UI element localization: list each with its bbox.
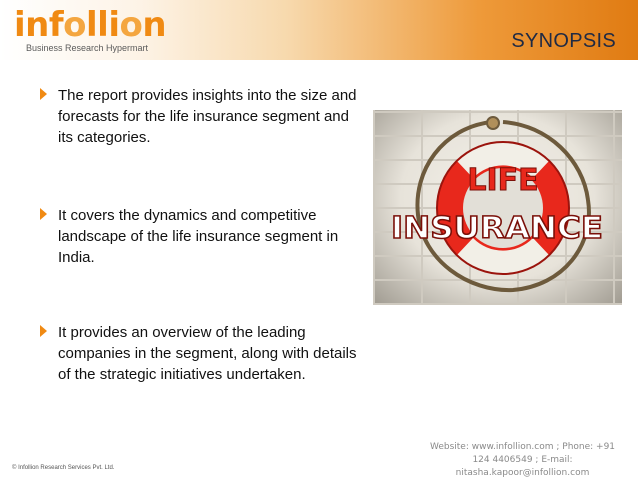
logo-wordmark: infollion [14,5,167,45]
bullet-arrow-icon [40,88,47,100]
life-ring-illustration [373,110,622,305]
image-text-life: LIFE [467,163,539,198]
image-text-insurance: INSURANCE [391,211,603,246]
bullet-text: It provides an overview of the leading companies in the segment, along with details of the strategic initiatives undertaken. [58,324,357,383]
infollion-logo [14,5,167,58]
bullet-arrow-icon [40,325,47,337]
bullet-text: The report provides insights into the size and forecasts for the life insurance segment and its categories. [58,87,357,146]
life-insurance-image [373,110,622,305]
bullet-text: It covers the dynamics and competitive landscape of the life insurance segment in India. [58,207,339,266]
hook-icon [487,117,499,129]
logo-tagline: Business Research Hypermart [26,43,149,53]
contact-info: Website: www.infollion.com ; Phone: +91 124 4406549 ; E-mail: nitasha.kapoor@infollion.com [429,442,616,478]
copyright-text: © Infollion Research Services Pvt. Ltd. [12,465,115,471]
slide-title: SYNOPSIS [511,30,616,52]
bullet-arrow-icon [40,208,47,220]
header-bar [0,0,638,60]
